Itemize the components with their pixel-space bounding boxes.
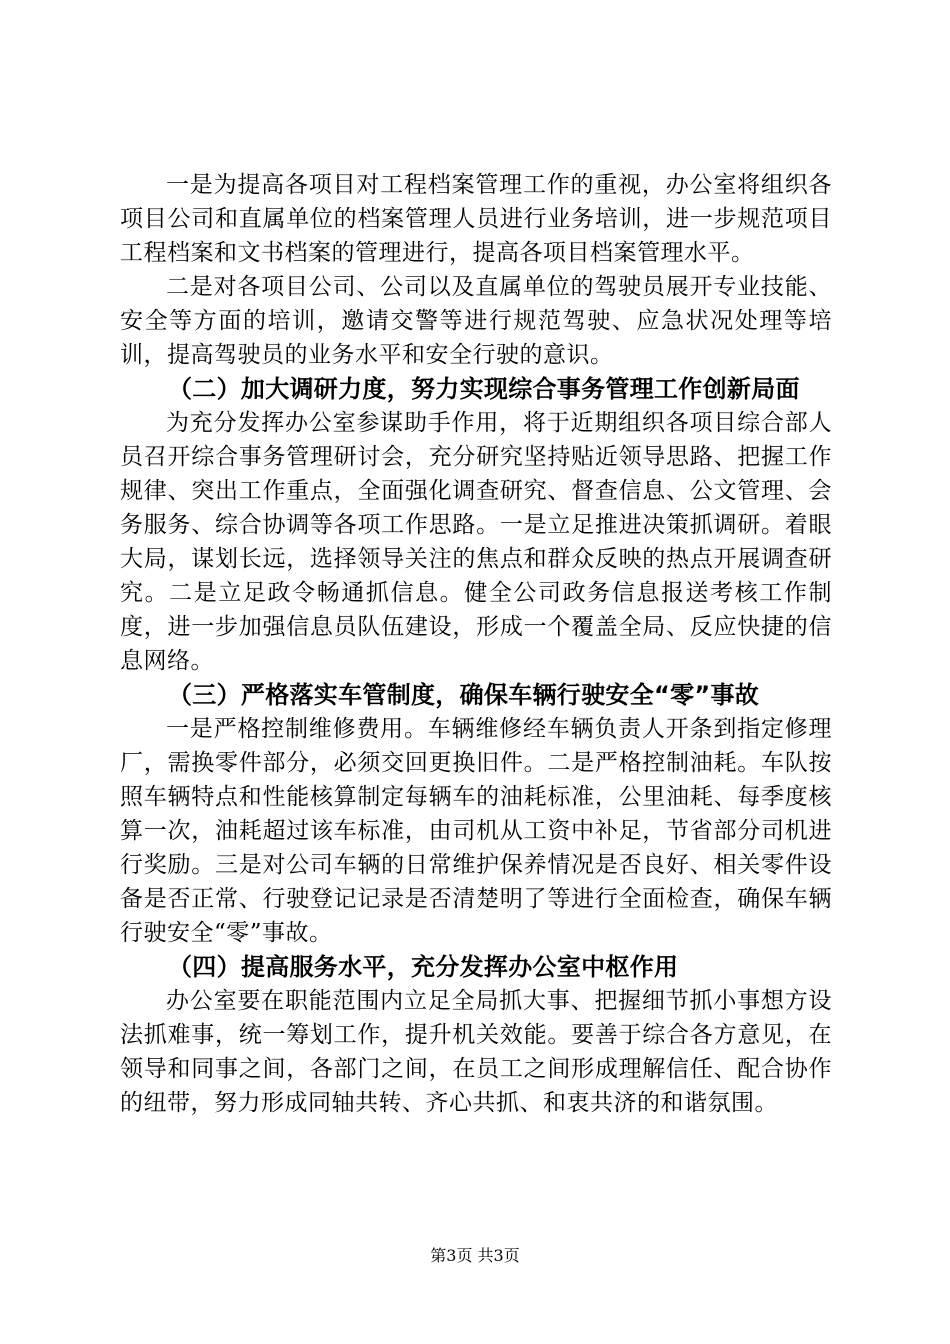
section-heading-2: （二）加大调研力度，努力实现综合事务管理工作创新局面 [168,375,800,403]
document-body [120,168,832,1120]
paragraph-service: 办公室要在职能范围内立足全局抓大事、把握细节抓小事想方设法抓难事，统一筹划工作，提升机关效能。要善于综合各方意见，在领导和同事之间，各部门之间，在员工之间形成理解信任、配合协作的纽带，努力形成同轴共转、齐心共抓、和衷共济的和谐氛围。 [120,988,832,1116]
paragraph-vehicle-management: 一是严格控制维修费用。车辆维修经车辆负责人开条到指定修理厂，需换零件部分，必须交回更换旧件。二是严格控制油耗。车队按照车辆特点和性能核算制定每辆车的油耗标准，公里油耗、每季度核算一次，油耗超过该车标准，由司机从工资中补足，节省部分司机进行奖励。三是对公司车辆的日常维护保养情况是否良好、相关零件设备是否正常、行驶登记记录是否清楚明了等进行全面检查，确保车辆行驶安全“零”事故。 [120,716,832,946]
section-heading-3: （三）严格落实车管制度，确保车辆行驶安全“零”事故 [168,681,760,709]
page-number-footer: 第3页 共3页 [430,1246,520,1265]
section-heading-4: （四）提高服务水平，充分发挥办公室中枢作用 [168,953,679,981]
paragraph-research: 为充分发挥办公室参谋助手作用，将于近期组织各项目综合部人员召开综合事务管理研讨会，充分研究坚持贴近领导思路、把握工作规律、突出工作重点，全面强化调查研究、督查信息、公文管理、会务服务、综合协调等各项工作思路。一是立足推进决策抓调研。着眼大局，谋划长远，选择领导关注的焦点和群众反映的热点开展调查研究。二是立足政令畅通抓信息。健全公司政务信息报送考核工作制度，进一步加强信息员队伍建设，形成一个覆盖全局、反应快捷的信息网络。 [120,410,832,674]
paragraph-driver-training: 二是对各项目公司、公司以及直属单位的驾驶员展开专业技能、安全等方面的培训，邀请交警等进行规范驾驶、应急状况处理等培训，提高驾驶员的业务水平和安全行驶的意识。 [120,274,832,368]
paragraph-archive-training: 一是为提高各项目对工程档案管理工作的重视，办公室将组织各项目公司和直属单位的档案管理人员进行业务培训，进一步规范项目工程档案和文书档案的管理进行，提高各项目档案管理水平。 [120,172,832,266]
